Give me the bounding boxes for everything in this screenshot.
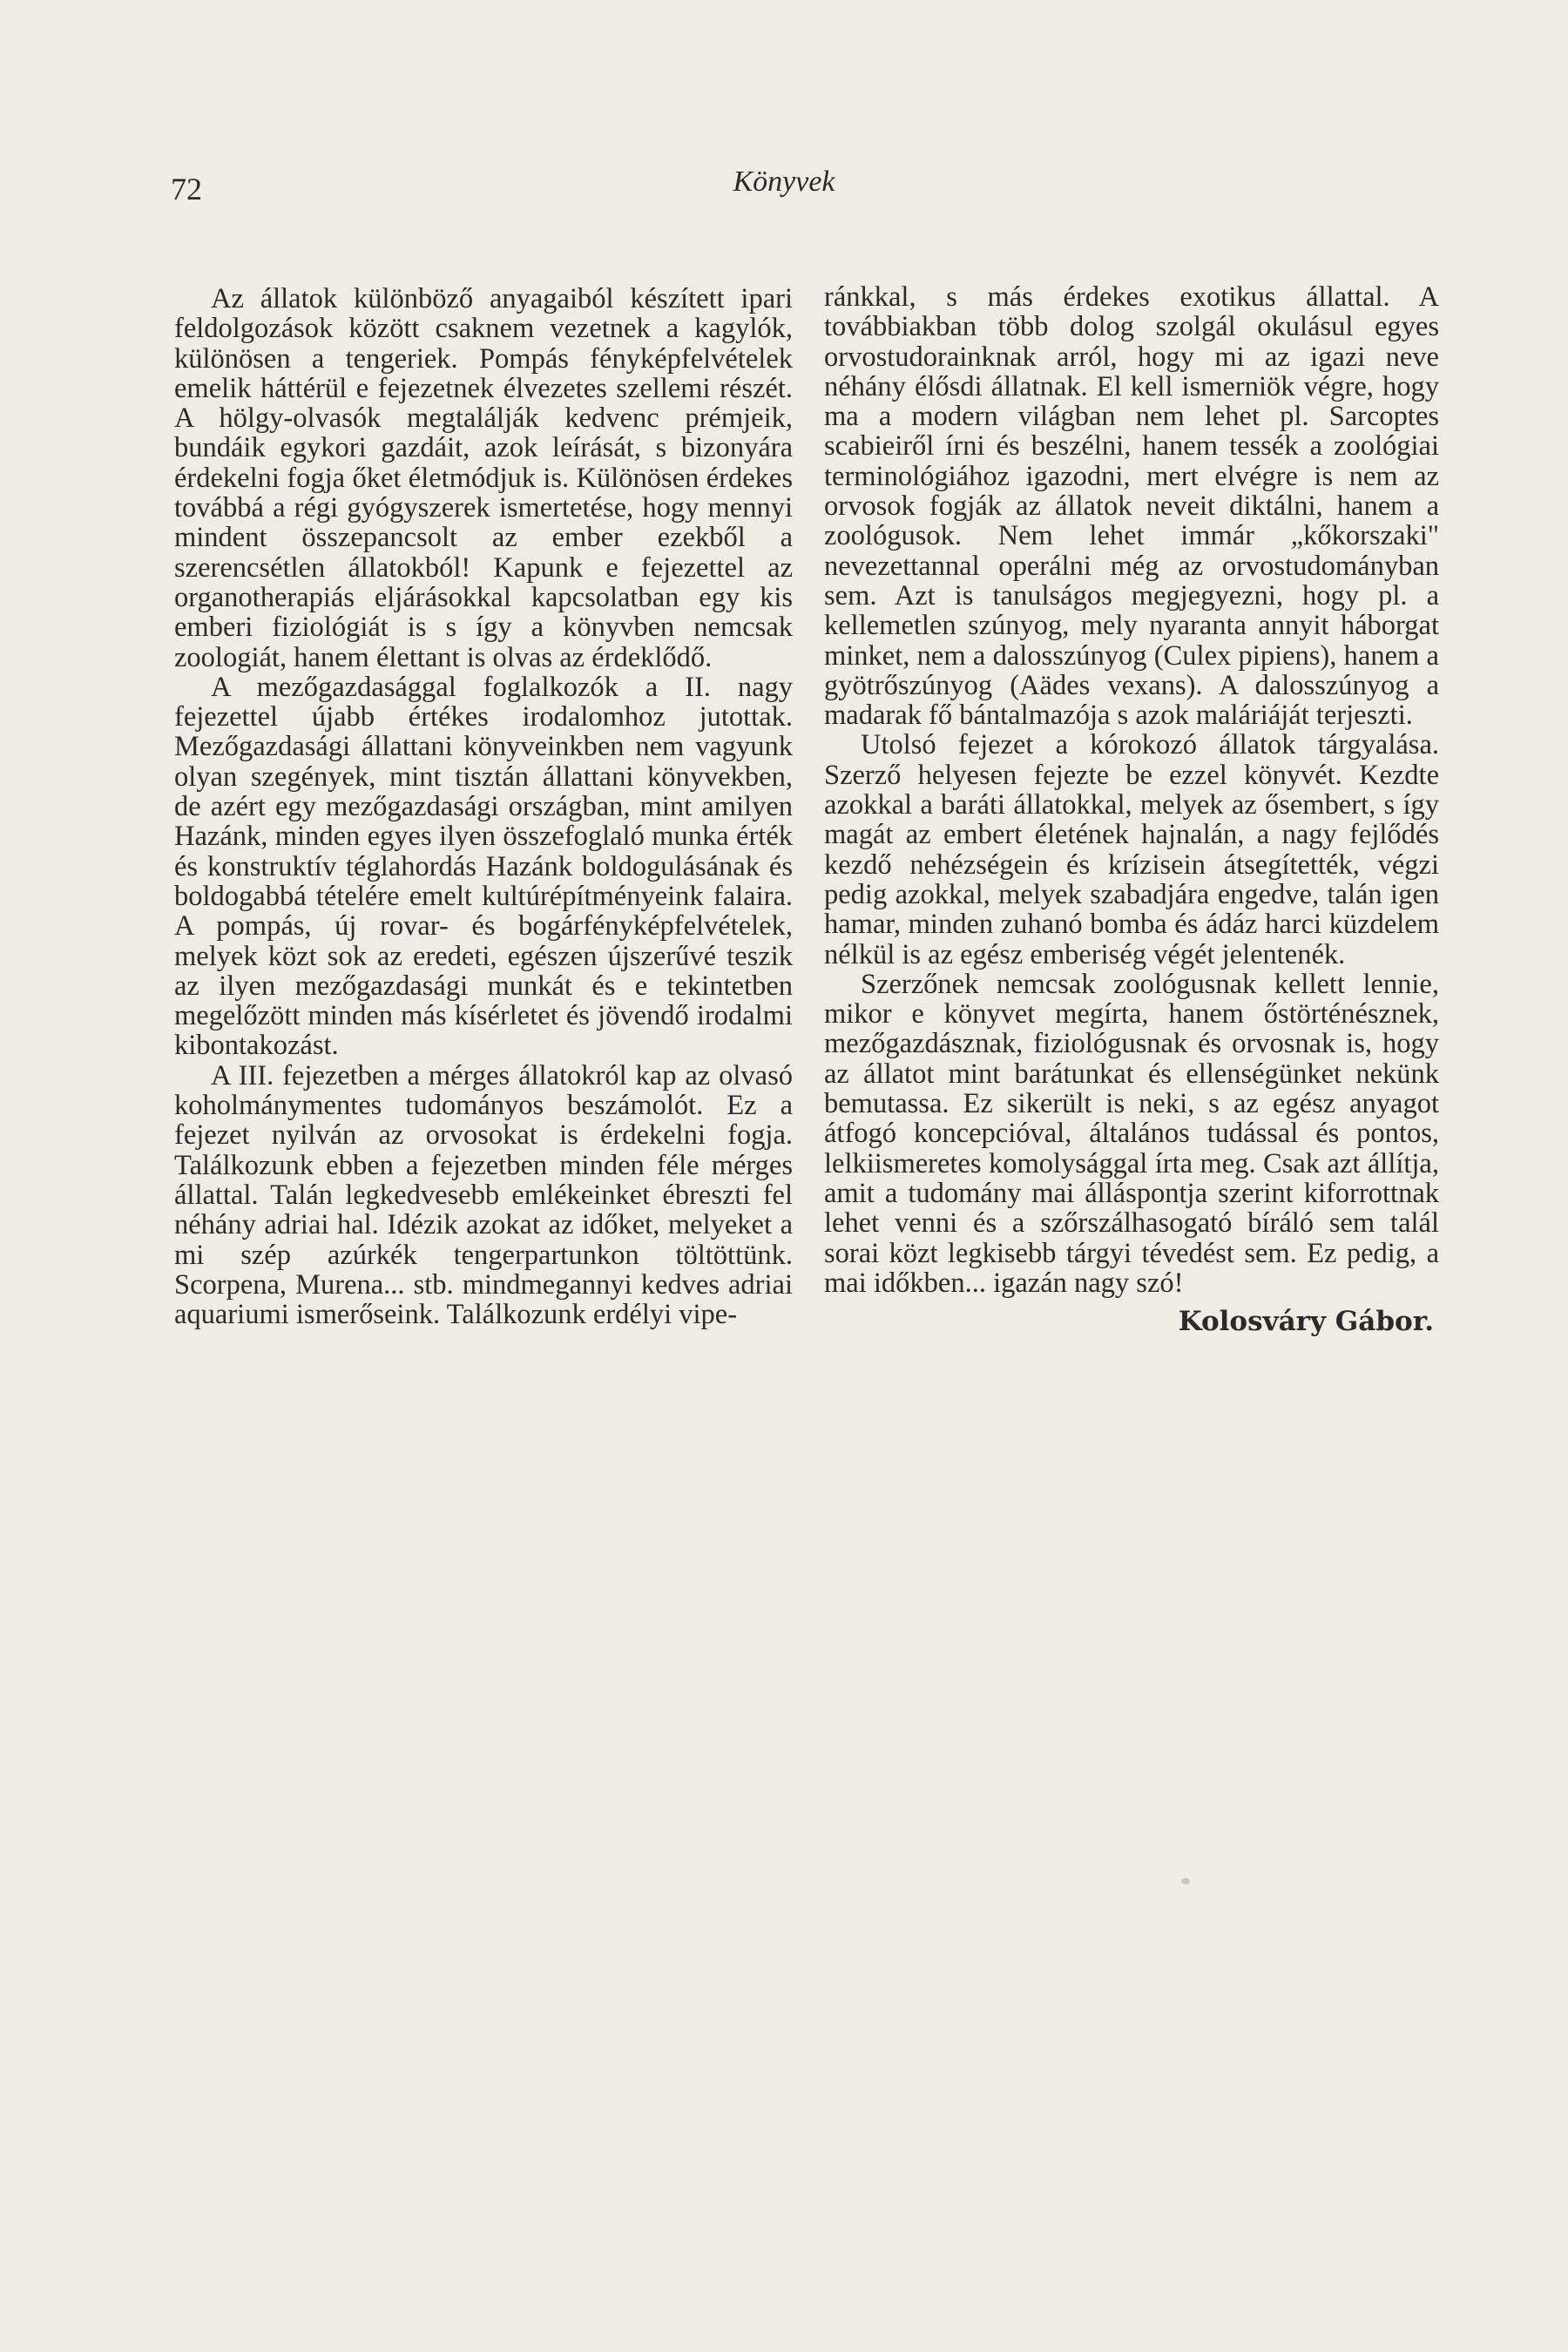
- running-title: Könyvek: [733, 166, 835, 198]
- left-paragraph-3: A III. fejezetben a mérges állatokról kap az olvasó koholmánymentes tudományos beszámolót. Ez a fejezet nyilván az orvosokat is érdekelni fogja. Találkozunk ebben a fejezetben minden féle mérges állattal. Talán legkedvesebb emlékeinket ébreszti fel néhány adriai hal. Idézik azokat az időket, melyeket a mi szép azúrkék tengerpartunkon töltöttünk. Scorpena, Murena... stb. mindmegannyi kedves adriai aquariumi ismerőseink. Találkozunk erdélyi vipe-: [174, 1059, 793, 1331]
- right-paragraph-3: Szerzőnek nemcsak zoológusnak kellett lennie, mikor e könyvet megírta, hanem őstörténésznek, mezőgazdásznak, fiziológusnak és orvosnak is, hogy az állatot mint barátunkat és ellenségünket nekünk bemutassa. Ez sikerült is neki, s az egész anyagot átfogó koncepcióval, általános tudással és pontos, lelkiismeretes komolysággal írta meg. Csak azt állítja, amit a tudomány mai álláspontja szerint kiforrottnak lehet venni és a szőrszálhasogató bíráló sem talál sorai közt legkisebb tárgyi tévedést sem. Ez pedig, a mai időkben... igazán nagy szó!: [824, 968, 1439, 1299]
- left-paragraph-2: A mezőgazdasággal foglalkozók a II. nagy fejezettel újabb értékes irodalomhoz jutottak. Mezőgazdasági állattani könyveinkben nem vagyunk olyan szegények, mint tisztán állattani könyvekben, de azért egy mezőgazdasági országban, mint amilyen Hazánk, minden egyes ilyen összefoglaló munka érték és konstruktív téglahordás Hazánk boldogulásának és boldogabbá tételére emelt kultúrépítményeink falaira. A pompás, új rovar- és bogárfényképfelvételek, melyek közt sok az eredeti, egészen újszerűvé teszik az ilyen mezőgazdasági munkát és e tekintetben megelőzött minden más kísérletet és jövendő irodalmi kibontakozást.: [174, 671, 793, 1062]
- left-paragraph-1: Az állatok különböző anyagaiból készített ipari feldolgozások között csaknem vezetnek a kagylók, különösen a tengeriek. Pompás fényképfelvételek emelik háttérül e fejezetnek élvezetes szellemi részét. A hölgy-olvasók megtalálják kedvenc prémjeik, bundáik egykori gazdáit, azok leírását, s bizonyára érdekelni fogja őket életmódjuk is. Különösen érdekes továbbá a régi gyógyszerek ismertetése, hogy mennyi mindent összepancsolt az ember ezekből a szerencsétlen állatokból! Kapunk e fejezettel az organotherapiás eljárásokkal kapcsolatban egy kis emberi fiziológiát is s így a könyvben nemcsak zoologiát, hanem élettant is olvas az érdeklődő.: [174, 283, 793, 673]
- right-paragraph-2: Utolsó fejezet a kórokozó állatok tárgyalása. Szerző helyesen fejezte be ezzel könyvét. Kezdte azokkal a baráti állatokkal, melyek az ősembert, s így magát az embert életének hajnalán, a nagy fejlődés kezdő nehézségein és krízisein átsegítették, végzi pedig azokkal, melyek szabadjára engedve, talán igen hamar, minden zuhanó bomba és ádáz harci küzdelem nélkül is az egész emberiség végét jelentenék.: [824, 729, 1439, 970]
- author-signature: Kolosváry Gábor.: [1178, 1306, 1434, 1338]
- page-number: 72: [171, 172, 202, 206]
- paper-spot: [1181, 1878, 1190, 1884]
- right-column: [824, 282, 1439, 1336]
- left-column: [174, 284, 793, 1329]
- right-paragraph-1: ránkkal, s más érdekes exotikus állattal. A továbbiakban több dolog szolgál okulásul egyes orvostudorainknak arról, hogy mi az igazi neve néhány élősdi állatnak. El kell ismerniök végre, hogy ma a modern világban nem lehet pl. Sarcoptes scabieiről írni és beszélni, hanem tessék a zoológiai terminológiához igazodni, mert elvégre is nem az orvosok fogják az állatok neveit diktálni, hanem a zoológusok. Nem lehet immár „kőkorszaki" nevezettannal operálni még az orvostudományban sem. Azt is tanulságos megjegyezni, hogy pl. a kellemetlen szúnyog, mely nyaranta annyit háborgat minket, nem a dalosszúnyog (Culex pipiens), hanem a gyötrőszúnyog (Aädes vexans). A dalosszúnyog a madarak fő bántalmazója s azok maláriáját terjeszti.: [824, 281, 1439, 732]
